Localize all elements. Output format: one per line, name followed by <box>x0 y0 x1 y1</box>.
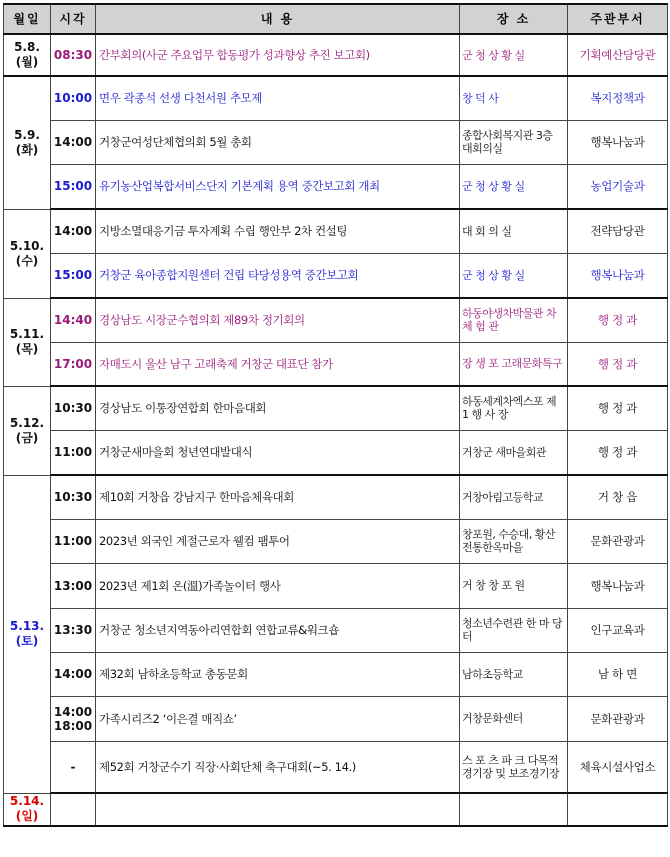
place-cell: 청소년수련관 한 마 당 터 <box>460 608 568 652</box>
dept-cell: 행 정 과 <box>568 342 668 386</box>
content-cell: 경상남도 시장군수협의회 제89차 정기회의 <box>96 298 460 342</box>
time-cell: 14:40 <box>51 298 96 342</box>
content-cell: 지방소멸대응기금 투자계획 수립 행안부 2차 컨설팅 <box>96 209 460 253</box>
content-cell: 유기농산업복합서비스단지 기본계획 용역 중간보고회 개최 <box>96 164 460 209</box>
table-row <box>4 696 668 741</box>
dept-cell: 문화관광과 <box>568 519 668 563</box>
content-cell: 자매도시 울산 남구 고래축제 거창군 대표단 참가 <box>96 342 460 386</box>
content-cell: 2023년 외국인 계절근로자 웰컴 팸투어 <box>96 519 460 563</box>
dept-cell: 인구교육과 <box>568 608 668 652</box>
place-cell: 하동세계차엑스포 제 1 행 사 장 <box>460 386 568 430</box>
table-row <box>4 164 668 209</box>
header-place: 장 소 <box>460 4 568 34</box>
place-cell: 거창군 새마을회관 <box>460 430 568 475</box>
header-dept: 주관부서 <box>568 4 668 34</box>
date-cell <box>4 386 51 475</box>
time-cell: 08:30 <box>51 34 96 76</box>
table-row <box>4 430 668 475</box>
dept-cell: 행 정 과 <box>568 430 668 475</box>
content-cell: 간부회의(사군 주요업무 합동평가 성과향상 추진 보고회) <box>96 34 460 76</box>
place-cell: 거창문화센터 <box>460 696 568 741</box>
date-cell <box>4 34 51 76</box>
content-cell: 거창군 청소년지역동아리연합회 연합교류&워크숍 <box>96 608 460 652</box>
dept-cell: 행복나눔과 <box>568 120 668 164</box>
dept-cell: 행복나눔과 <box>568 563 668 608</box>
content-cell: 경상남도 이통장연합회 한마음대회 <box>96 386 460 430</box>
time-cell: 10:30 <box>51 386 96 430</box>
time-cell: 14:00 <box>51 209 96 253</box>
dept-cell: 체육시설사업소 <box>568 741 668 793</box>
content-cell: 2023년 제1회 온(溫)가족놀이터 행사 <box>96 563 460 608</box>
date-text: 5.9. <box>14 127 40 142</box>
content-cell: 거창군 육아종합지원센터 건립 타당성용역 중간보고회 <box>96 253 460 298</box>
table-row <box>4 253 668 298</box>
date-cell <box>4 793 51 826</box>
content-cell: 면우 곽종석 선생 다천서원 추모제 <box>96 76 460 120</box>
weekday-text: (월) <box>15 55 39 69</box>
place-cell: 남하초등학교 <box>460 652 568 696</box>
place-cell: 거창아림고등학교 <box>460 475 568 519</box>
place-cell: 종합사회복지관 3층 대회의실 <box>460 120 568 164</box>
place-cell: 하동야생차박물관 차 체 험 관 <box>460 298 568 342</box>
table-row <box>4 76 668 120</box>
date-cell <box>4 76 51 209</box>
date-text: 5.11. <box>9 327 45 341</box>
header-content: 내 용 <box>96 4 460 34</box>
table-row <box>4 34 668 76</box>
time-cell: 14:00 <box>51 120 96 164</box>
time-cell: 14:00 18:00 <box>51 696 96 741</box>
date-text: 5.12. <box>9 415 45 430</box>
table-row <box>4 652 668 696</box>
time-cell: 11:00 <box>51 519 96 563</box>
dept-cell: 행 정 과 <box>568 298 668 342</box>
table-row <box>4 608 668 652</box>
weekday-text: (수) <box>15 253 39 268</box>
date-cell <box>4 298 51 386</box>
schedule-body <box>4 34 668 826</box>
time-cell: 10:30 <box>51 475 96 519</box>
dept-cell: 전략담당관 <box>568 209 668 253</box>
place-cell: 장 생 포 고래문화특구 <box>460 342 568 386</box>
date-text: 5.10. <box>9 238 45 253</box>
date-text: 5.13. <box>9 619 45 633</box>
dept-cell: 복지정책과 <box>568 76 668 120</box>
dept-cell <box>568 793 668 826</box>
time-cell: 13:00 <box>51 563 96 608</box>
table-row <box>4 342 668 386</box>
schedule-table <box>3 3 668 827</box>
table-row <box>4 475 668 519</box>
place-cell: 거 창 창 포 원 <box>460 563 568 608</box>
place-cell: 군 청 상 황 실 <box>460 164 568 209</box>
header-date: 월일 <box>4 4 51 34</box>
table-row <box>4 563 668 608</box>
table-row <box>4 793 668 826</box>
weekday-text: (금) <box>15 430 39 445</box>
table-row <box>4 519 668 563</box>
weekday-text: (토) <box>15 634 39 648</box>
time-cell: 10:00 <box>51 76 96 120</box>
table-row <box>4 298 668 342</box>
weekday-text: (목) <box>15 342 39 356</box>
content-cell: 거창군새마을회 청년연대발대식 <box>96 430 460 475</box>
date-cell <box>4 475 51 793</box>
table-row <box>4 386 668 430</box>
time-cell: 17:00 <box>51 342 96 386</box>
place-cell <box>460 793 568 826</box>
header-row <box>4 4 668 34</box>
dept-cell: 문화관광과 <box>568 696 668 741</box>
dept-cell: 거 창 읍 <box>568 475 668 519</box>
place-cell: 창 덕 사 <box>460 76 568 120</box>
place-cell: 창포원, 수승대, 황산전통한옥마을 <box>460 519 568 563</box>
time-cell: 13:30 <box>51 608 96 652</box>
dept-cell: 행복나눔과 <box>568 253 668 298</box>
time-cell: - <box>51 741 96 793</box>
date-text: 5.8. <box>14 40 40 54</box>
table-row <box>4 209 668 253</box>
dept-cell: 남 하 면 <box>568 652 668 696</box>
place-cell: 스 포 츠 파 크 다목적경기장 및 보조경기장 <box>460 741 568 793</box>
time-cell: 14:00 <box>51 652 96 696</box>
weekday-text: (화) <box>15 142 39 157</box>
place-cell: 군 청 상 황 실 <box>460 34 568 76</box>
header-time: 시각 <box>51 4 96 34</box>
dept-cell: 기획예산담당관 <box>568 34 668 76</box>
time-cell <box>51 793 96 826</box>
time-cell: 15:00 <box>51 253 96 298</box>
date-cell <box>4 209 51 298</box>
content-cell <box>96 793 460 826</box>
place-cell: 군 청 상 황 실 <box>460 253 568 298</box>
time-cell: 11:00 <box>51 430 96 475</box>
content-cell: 가족시리즈2 ‘이은결 매직쇼’ <box>96 696 460 741</box>
dept-cell: 행 정 과 <box>568 386 668 430</box>
table-row <box>4 120 668 164</box>
place-cell: 대 회 의 실 <box>460 209 568 253</box>
time-cell: 15:00 <box>51 164 96 209</box>
date-text: 5.14. <box>9 794 45 809</box>
content-cell: 거창군여성단체협의회 5월 총회 <box>96 120 460 164</box>
dept-cell: 농업기술과 <box>568 164 668 209</box>
content-cell: 제10회 거창읍 강남지구 한마음체육대회 <box>96 475 460 519</box>
weekday-text: (일) <box>15 809 39 824</box>
table-row <box>4 741 668 793</box>
content-cell: 제52회 거창군수기 직장·사회단체 축구대회(~5. 14.) <box>96 741 460 793</box>
content-cell: 제32회 남하초등학교 총동문회 <box>96 652 460 696</box>
